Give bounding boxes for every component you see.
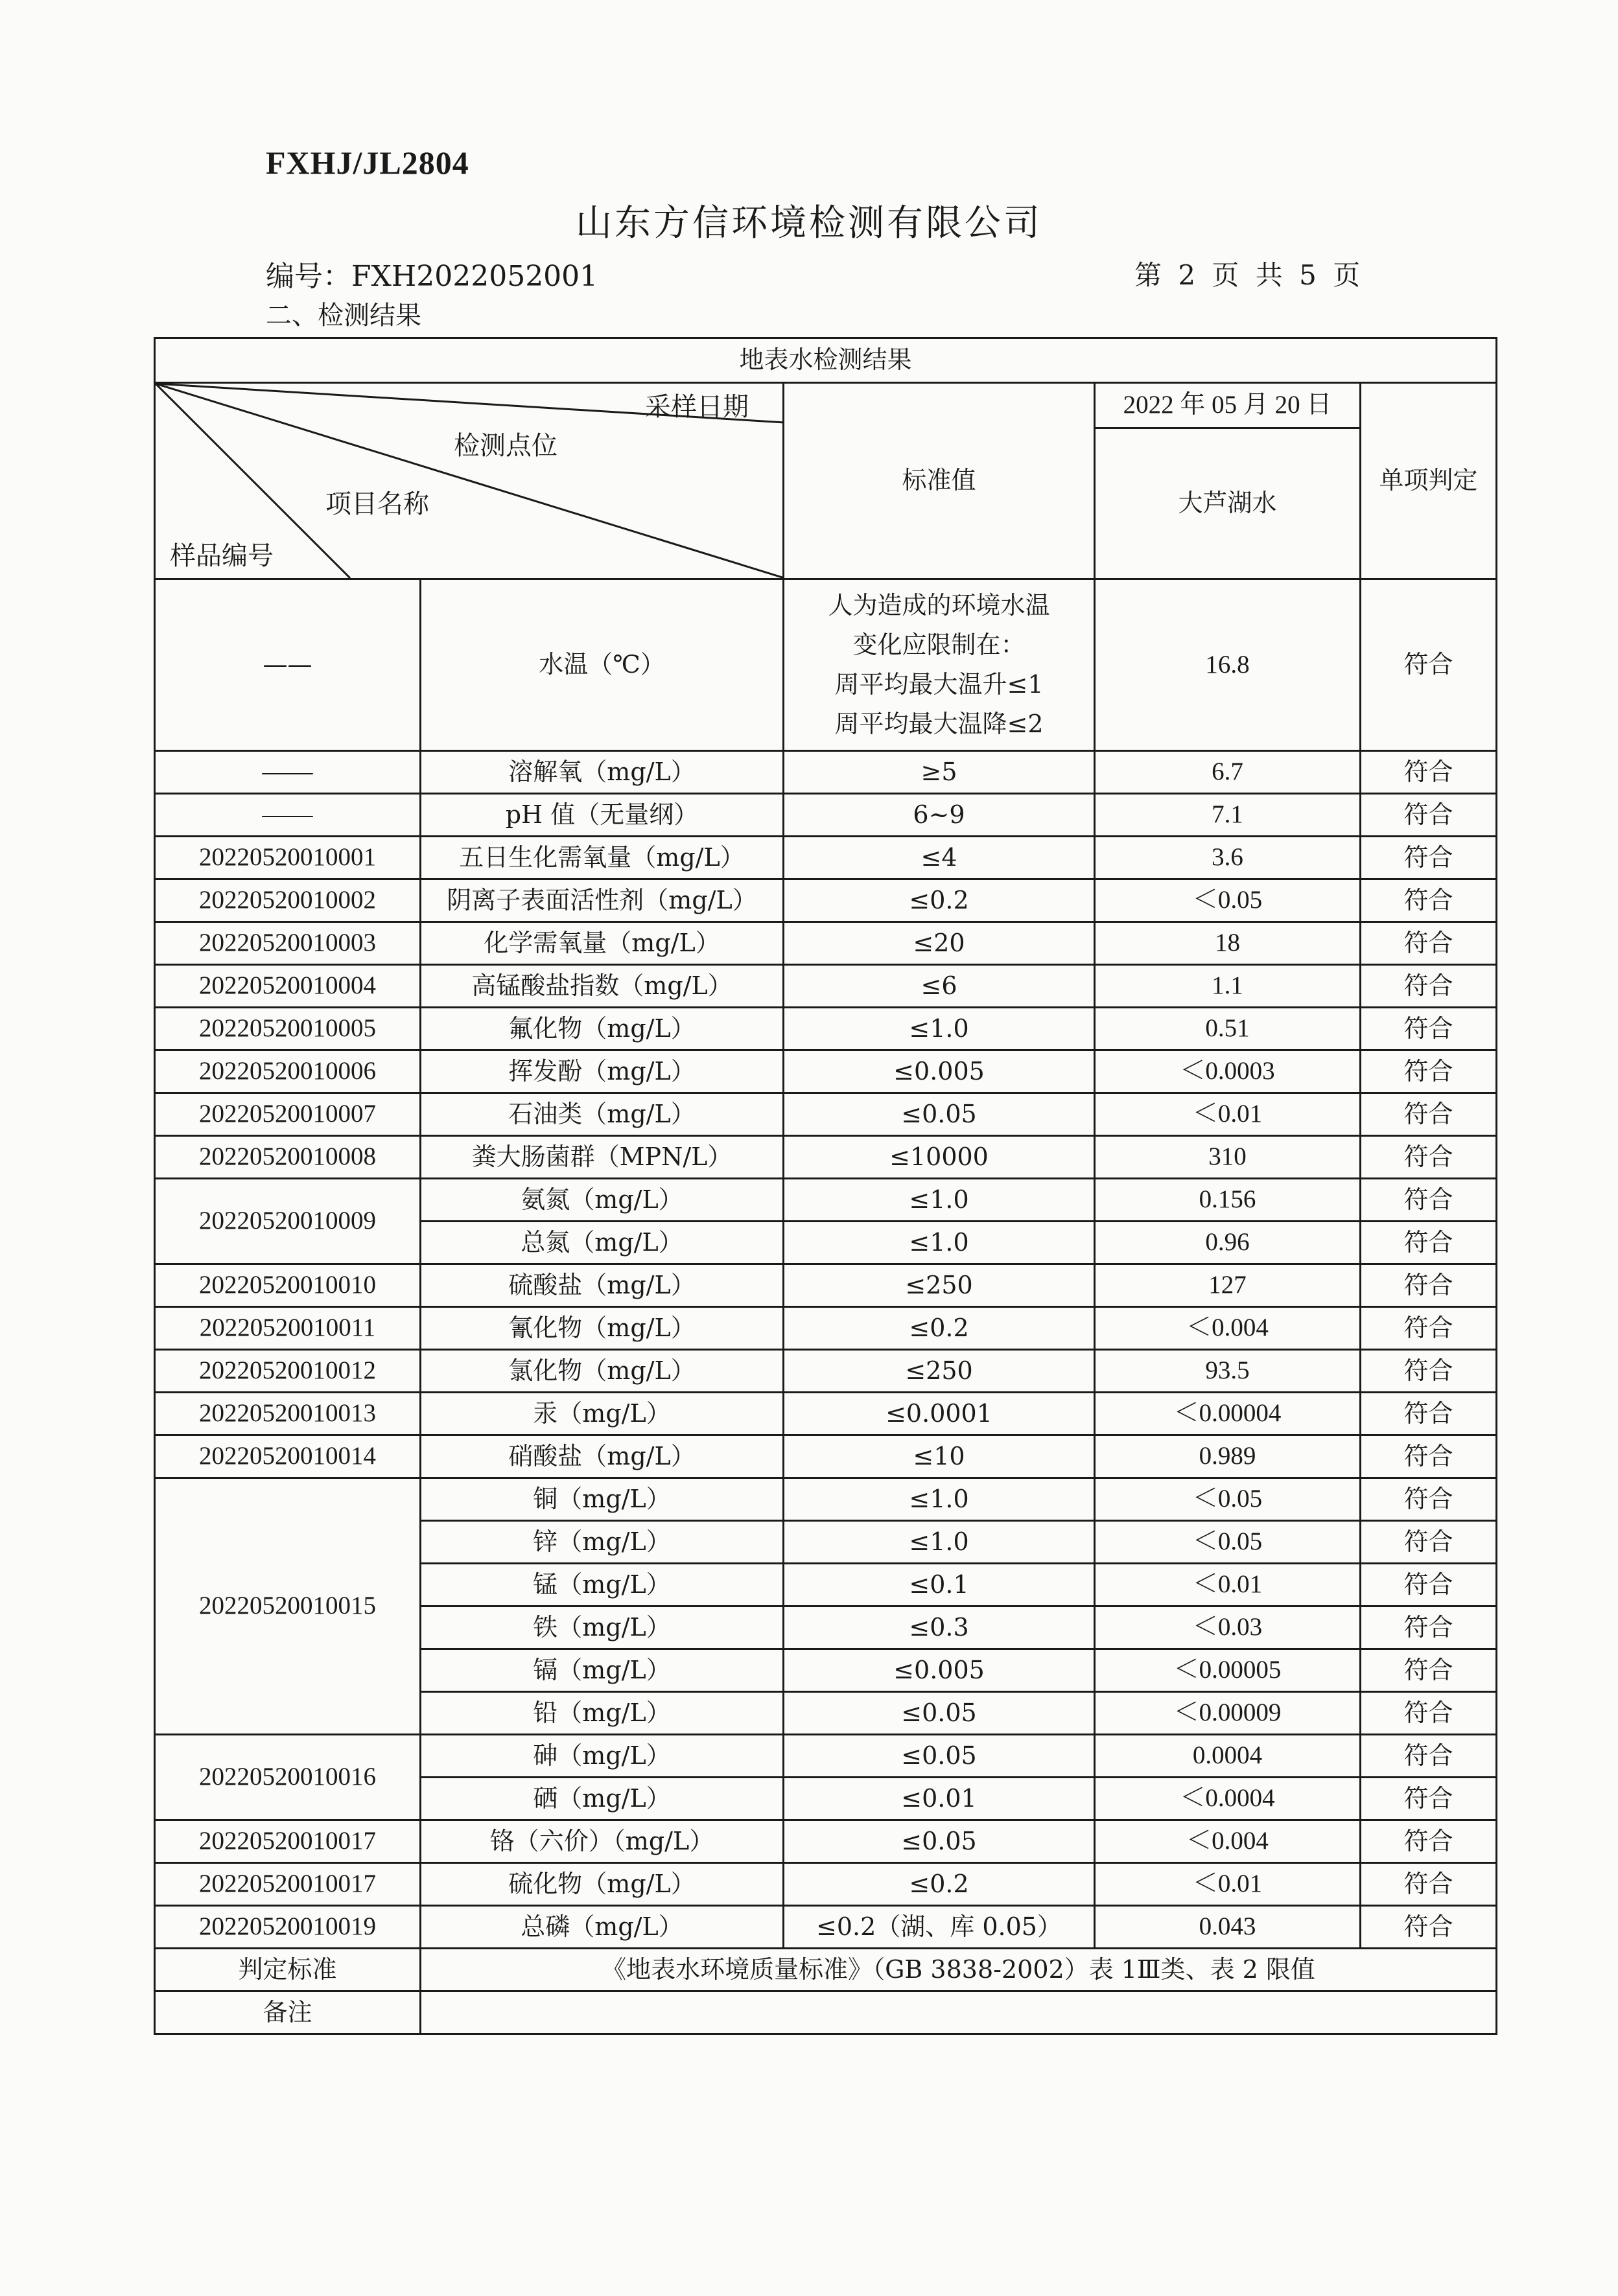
item-name: 镉（mg/L） [421, 1649, 784, 1692]
judgement: 符合 [1361, 1863, 1497, 1906]
measured-value: 3.6 [1095, 837, 1361, 879]
sample-id: 20220520010007 [155, 1093, 421, 1136]
sample-id: 20220520010015 [155, 1478, 421, 1735]
item-name: 氟化物（mg/L） [421, 1008, 784, 1050]
item-name: 铬（六价）（mg/L） [421, 1820, 784, 1863]
table-row [155, 1435, 1497, 1478]
sample-id: 20220520010016 [155, 1735, 421, 1820]
sample-id: 20220520010003 [155, 922, 421, 965]
standard-value: ≤250 [784, 1264, 1095, 1307]
standard-value: ≤1.0 [784, 1179, 1095, 1222]
table-row [155, 1350, 1497, 1393]
standard-value: ≤0.2（湖、库 0.05） [784, 1906, 1095, 1949]
table-row [155, 1179, 1497, 1222]
judgement: 符合 [1361, 1008, 1497, 1050]
table-row [155, 1735, 1497, 1778]
measured-value: 310 [1095, 1136, 1361, 1179]
item-name: 溶解氧（mg/L） [421, 751, 784, 794]
item-name: 砷（mg/L） [421, 1735, 784, 1778]
standard-value: ≥5 [784, 751, 1095, 794]
sampling-date-label: 采样日期 [645, 392, 749, 422]
diagonal-header-cell [155, 383, 784, 579]
judgement: 符合 [1361, 1050, 1497, 1093]
standard-value: ≤0.05 [784, 1692, 1095, 1735]
measured-value: 6.7 [1095, 751, 1361, 794]
judgement: 符合 [1361, 1735, 1497, 1778]
standard-value: ≤1.0 [784, 1521, 1095, 1564]
item-name: 阴离子表面活性剂（mg/L） [421, 879, 784, 922]
site-name: 大芦湖水 [1095, 428, 1361, 579]
sample-id: 20220520010002 [155, 879, 421, 922]
table-row [155, 794, 1497, 837]
table-row [155, 751, 1497, 794]
table-row [155, 1949, 1497, 1991]
item-name: 氰化物（mg/L） [421, 1307, 784, 1350]
judgement-header: 单项判定 [1361, 383, 1497, 579]
judgement: 符合 [1361, 1264, 1497, 1307]
item-name: 硫酸盐（mg/L） [421, 1264, 784, 1307]
judgement: 符合 [1361, 879, 1497, 922]
measured-value: 127 [1095, 1264, 1361, 1307]
standard-line: 变化应限制在： [852, 631, 1026, 660]
measured-value: ＜0.00005 [1095, 1649, 1361, 1692]
item-name: 石油类（mg/L） [421, 1093, 784, 1136]
remark-label: 备注 [155, 1991, 421, 2034]
judgement: 符合 [1361, 1564, 1497, 1606]
judgement: 符合 [1361, 1179, 1497, 1222]
judgement: 符合 [1361, 1521, 1497, 1564]
item-name: 硫化物（mg/L） [421, 1863, 784, 1906]
item-name: 氨氮（mg/L） [421, 1179, 784, 1222]
table-row [155, 1863, 1497, 1906]
standard-value: ≤0.005 [784, 1649, 1095, 1692]
item-name: 总磷（mg/L） [421, 1906, 784, 1949]
measured-value: ＜0.01 [1095, 1093, 1361, 1136]
result-table [154, 337, 1497, 2035]
item-name-label: 项目名称 [325, 489, 429, 519]
section-heading: 二、检测结果 [266, 301, 421, 330]
judgement: 符合 [1361, 1778, 1497, 1820]
sample-id: 20220520010001 [155, 837, 421, 879]
standard-value: ≤0.2 [784, 1307, 1095, 1350]
standard-value: ≤1.0 [784, 1478, 1095, 1521]
judgement: 符合 [1361, 1136, 1497, 1179]
item-name: 铅（mg/L） [421, 1692, 784, 1735]
item-name: pH 值（无量纲） [421, 794, 784, 837]
standard-value: ≤0.005 [784, 1050, 1095, 1093]
sample-id: 20220520010017 [155, 1863, 421, 1906]
table-row [155, 1820, 1497, 1863]
report-number: 编号：FXH2022052001 [266, 260, 598, 293]
measured-value: ＜0.0003 [1095, 1050, 1361, 1093]
sample-id: 20220520010019 [155, 1906, 421, 1949]
measured-value: ＜0.01 [1095, 1863, 1361, 1906]
table-row [155, 1264, 1497, 1307]
standard-value [784, 579, 1095, 751]
standard-value: ≤250 [784, 1350, 1095, 1393]
standard-value: ≤0.3 [784, 1606, 1095, 1649]
item-name: 化学需氧量（mg/L） [421, 922, 784, 965]
sample-id: —— [155, 794, 421, 837]
standard-value: ≤0.2 [784, 879, 1095, 922]
company-name: 山东方信环境检测有限公司 [576, 202, 1042, 244]
measured-value: 0.96 [1095, 1222, 1361, 1264]
table-row [155, 879, 1497, 922]
standard-value: ≤0.2 [784, 1863, 1095, 1906]
measured-value: ＜0.03 [1095, 1606, 1361, 1649]
standard-line: 周平均最大温降≤2 [834, 709, 1044, 738]
criteria-label: 判定标准 [155, 1949, 421, 1991]
measured-value: ＜0.00004 [1095, 1393, 1361, 1435]
measured-value: 16.8 [1095, 579, 1361, 751]
item-name: 高锰酸盐指数（mg/L） [421, 965, 784, 1008]
judgement: 符合 [1361, 1435, 1497, 1478]
measured-value: 18 [1095, 922, 1361, 965]
item-name: 铜（mg/L） [421, 1478, 784, 1521]
standard-value: ≤4 [784, 837, 1095, 879]
sample-id: 20220520010012 [155, 1350, 421, 1393]
document-code: FXHJ/JL2804 [266, 145, 469, 181]
measured-value: 0.51 [1095, 1008, 1361, 1050]
standard-value: ≤20 [784, 922, 1095, 965]
table-row [155, 965, 1497, 1008]
sample-id: 20220520010014 [155, 1435, 421, 1478]
standard-value: ≤10000 [784, 1136, 1095, 1179]
standard-value: ≤0.0001 [784, 1393, 1095, 1435]
table-row [155, 1906, 1497, 1949]
item-name: 硝酸盐（mg/L） [421, 1435, 784, 1478]
site-label: 检测点位 [454, 431, 557, 461]
measured-value: 1.1 [1095, 965, 1361, 1008]
standard-header: 标准值 [784, 383, 1095, 579]
measured-value: ＜0.05 [1095, 1478, 1361, 1521]
standard-value: ≤0.05 [784, 1093, 1095, 1136]
measured-value: 0.156 [1095, 1179, 1361, 1222]
standard-value: ≤1.0 [784, 1222, 1095, 1264]
measured-value: 7.1 [1095, 794, 1361, 837]
table-row [155, 922, 1497, 965]
judgement: 符合 [1361, 922, 1497, 965]
judgement: 符合 [1361, 1478, 1497, 1521]
table-row [155, 1136, 1497, 1179]
item-name: 锌（mg/L） [421, 1521, 784, 1564]
remark-value [421, 1991, 1497, 2034]
sample-no-label: 样品编号 [170, 541, 274, 571]
item-name: 硒（mg/L） [421, 1778, 784, 1820]
judgement: 符合 [1361, 579, 1497, 751]
judgement: 符合 [1361, 1906, 1497, 1949]
standard-line: 周平均最大温升≤1 [834, 670, 1044, 699]
sample-id: —— [155, 751, 421, 794]
judgement: 符合 [1361, 794, 1497, 837]
measured-value: 0.0004 [1095, 1735, 1361, 1778]
judgement: 符合 [1361, 1093, 1497, 1136]
judgement: 符合 [1361, 1307, 1497, 1350]
judgement: 符合 [1361, 1820, 1497, 1863]
standard-value: ≤0.01 [784, 1778, 1095, 1820]
sample-id: 20220520010006 [155, 1050, 421, 1093]
measured-value: 93.5 [1095, 1350, 1361, 1393]
item-name: 汞（mg/L） [421, 1393, 784, 1435]
sample-id: 20220520010009 [155, 1179, 421, 1264]
table-row [155, 1008, 1497, 1050]
sample-id: 20220520010008 [155, 1136, 421, 1179]
table-row [155, 1393, 1497, 1435]
measured-value: ＜0.05 [1095, 1521, 1361, 1564]
measured-value: 0.989 [1095, 1435, 1361, 1478]
table-row [155, 1093, 1497, 1136]
sample-id: 20220520010005 [155, 1008, 421, 1050]
sample-id: —— [155, 579, 421, 751]
standard-value: ≤1.0 [784, 1008, 1095, 1050]
sample-id: 20220520010013 [155, 1393, 421, 1435]
judgement: 符合 [1361, 1222, 1497, 1264]
criteria-value: 《地表水环境质量标准》（GB 3838-2002）表 1Ⅲ类、表 2 限值 [421, 1949, 1497, 1991]
red-seal-stamp [1582, 985, 1618, 1296]
sampling-date: 2022 年 05 月 20 日 [1095, 383, 1361, 428]
sample-id: 20220520010010 [155, 1264, 421, 1307]
item-name: 铁（mg/L） [421, 1606, 784, 1649]
table-row [155, 1307, 1497, 1350]
measured-value: ＜0.01 [1095, 1564, 1361, 1606]
measured-value: ＜0.004 [1095, 1307, 1361, 1350]
table-row [155, 1478, 1497, 1521]
table-row [155, 1991, 1497, 2034]
standard-value: 6~9 [784, 794, 1095, 837]
measured-value: ＜0.00009 [1095, 1692, 1361, 1735]
judgement: 符合 [1361, 1393, 1497, 1435]
item-name: 粪大肠菌群（MPN/L） [421, 1136, 784, 1179]
measured-value: ＜0.05 [1095, 879, 1361, 922]
item-name: 氯化物（mg/L） [421, 1350, 784, 1393]
sample-id: 20220520010017 [155, 1820, 421, 1863]
item-name: 锰（mg/L） [421, 1564, 784, 1606]
measured-value: ＜0.004 [1095, 1820, 1361, 1863]
sample-id: 20220520010004 [155, 965, 421, 1008]
item-name: 五日生化需氧量（mg/L） [421, 837, 784, 879]
standard-line: 人为造成的环境水温 [828, 591, 1050, 620]
judgement: 符合 [1361, 1606, 1497, 1649]
standard-value: ≤6 [784, 965, 1095, 1008]
page-info: 第 2 页 共 5 页 [1134, 259, 1361, 291]
standard-value: ≤0.05 [784, 1820, 1095, 1863]
judgement: 符合 [1361, 751, 1497, 794]
judgement: 符合 [1361, 965, 1497, 1008]
item-name: 挥发酚（mg/L） [421, 1050, 784, 1093]
standard-value: ≤0.05 [784, 1735, 1095, 1778]
standard-value: ≤0.1 [784, 1564, 1095, 1606]
item-name: 总氮（mg/L） [421, 1222, 784, 1264]
measured-value: ＜0.0004 [1095, 1778, 1361, 1820]
judgement: 符合 [1361, 1692, 1497, 1735]
standard-value: ≤10 [784, 1435, 1095, 1478]
table-row [155, 1050, 1497, 1093]
table-title: 地表水检测结果 [155, 338, 1497, 383]
judgement: 符合 [1361, 1350, 1497, 1393]
sample-id: 20220520010011 [155, 1307, 421, 1350]
judgement: 符合 [1361, 837, 1497, 879]
item-name: 水温（℃） [421, 579, 784, 751]
table-row [155, 837, 1497, 879]
judgement: 符合 [1361, 1649, 1497, 1692]
measured-value: 0.043 [1095, 1906, 1361, 1949]
